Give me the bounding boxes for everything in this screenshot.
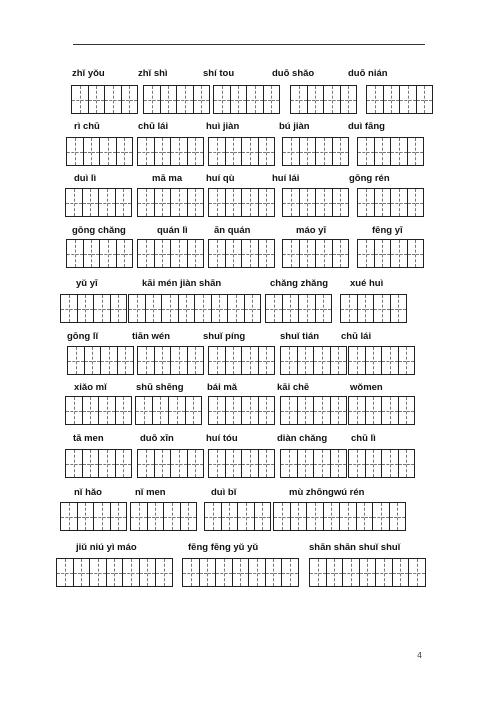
writing-cell[interactable]	[187, 239, 205, 268]
writing-cell[interactable]	[98, 188, 116, 217]
writing-grid	[357, 137, 424, 166]
writing-cell[interactable]	[241, 188, 259, 217]
writing-cell[interactable]	[135, 396, 153, 425]
writing-cell[interactable]	[98, 396, 116, 425]
writing-cell[interactable]	[208, 239, 226, 268]
writing-cell[interactable]	[65, 396, 83, 425]
writing-cell[interactable]	[122, 558, 140, 587]
writing-cell[interactable]	[299, 239, 317, 268]
writing-cell[interactable]	[115, 449, 133, 478]
pinyin-label: duō xīn	[140, 433, 174, 444]
writing-cell[interactable]	[121, 85, 139, 114]
writing-cell[interactable]	[160, 85, 178, 114]
writing-cell[interactable]	[315, 239, 333, 268]
writing-cell[interactable]	[297, 396, 315, 425]
writing-cell[interactable]	[225, 188, 243, 217]
writing-grid	[282, 137, 349, 166]
writing-cell[interactable]	[258, 188, 276, 217]
writing-grid	[143, 85, 210, 114]
pinyin-label: huí lái	[272, 173, 300, 184]
writing-cell[interactable]	[176, 85, 194, 114]
writing-cell[interactable]	[104, 85, 122, 114]
writing-cell[interactable]	[116, 137, 134, 166]
writing-cell[interactable]	[390, 188, 408, 217]
pinyin-label: chū lái	[341, 331, 372, 342]
writing-cell[interactable]	[241, 449, 259, 478]
writing-cell[interactable]	[83, 137, 101, 166]
writing-grid	[60, 294, 127, 323]
writing-cell[interactable]	[290, 85, 308, 114]
writing-grid	[366, 85, 433, 114]
writing-cell[interactable]	[297, 449, 315, 478]
writing-cell[interactable]	[282, 294, 300, 323]
writing-cell[interactable]	[281, 558, 299, 587]
writing-cell[interactable]	[227, 294, 245, 323]
pinyin-label: kāi mén jiàn shān	[142, 278, 222, 289]
writing-cell[interactable]	[372, 502, 390, 531]
pinyin-label: mā ma	[152, 173, 183, 184]
writing-cell[interactable]	[398, 396, 416, 425]
writing-cell[interactable]	[297, 346, 315, 375]
pinyin-label: xiǎo mǐ	[74, 382, 107, 393]
writing-cell[interactable]	[381, 449, 399, 478]
writing-cell[interactable]	[332, 239, 350, 268]
writing-cell[interactable]	[357, 188, 375, 217]
writing-cell[interactable]	[282, 137, 300, 166]
writing-cell[interactable]	[116, 239, 134, 268]
writing-cell[interactable]	[187, 188, 205, 217]
top-divider	[73, 44, 425, 45]
writing-cell[interactable]	[330, 449, 348, 478]
writing-grid	[137, 239, 204, 268]
writing-cell[interactable]	[332, 137, 350, 166]
writing-cell[interactable]	[241, 346, 259, 375]
writing-cell[interactable]	[241, 396, 259, 425]
writing-cell[interactable]	[187, 137, 205, 166]
writing-cell[interactable]	[365, 449, 383, 478]
writing-cell[interactable]	[208, 188, 226, 217]
writing-grid	[60, 502, 127, 531]
pinyin-label: yǔ yī	[76, 278, 98, 289]
writing-cell[interactable]	[299, 188, 317, 217]
writing-cell[interactable]	[194, 294, 212, 323]
writing-cell[interactable]	[323, 85, 341, 114]
writing-grid	[67, 346, 134, 375]
pinyin-label: tā men	[73, 433, 104, 444]
writing-cell[interactable]	[193, 85, 211, 114]
writing-cell[interactable]	[88, 85, 106, 114]
writing-cell[interactable]	[258, 137, 276, 166]
writing-cell[interactable]	[373, 294, 391, 323]
pinyin-label: chū lì	[351, 433, 376, 444]
writing-cell[interactable]	[357, 294, 375, 323]
writing-cell[interactable]	[398, 449, 416, 478]
pinyin-label: fēng fēng yǔ yǔ	[188, 542, 259, 553]
writing-grid	[130, 502, 197, 531]
writing-cell[interactable]	[365, 396, 383, 425]
pinyin-label: duì bǐ	[211, 487, 237, 498]
pinyin-label: bái mǎ	[207, 382, 238, 393]
writing-cell[interactable]	[359, 558, 377, 587]
writing-cell[interactable]	[356, 502, 374, 531]
writing-cell[interactable]	[416, 85, 434, 114]
pinyin-label: shí tou	[203, 68, 235, 79]
writing-grid	[65, 396, 132, 425]
writing-cell[interactable]	[84, 346, 102, 375]
writing-cell[interactable]	[152, 396, 170, 425]
pinyin-label: jiǔ niú yì máo	[76, 542, 137, 553]
writing-grid	[340, 294, 407, 323]
writing-cell[interactable]	[73, 558, 91, 587]
writing-grid	[265, 294, 332, 323]
writing-cell[interactable]	[154, 137, 172, 166]
writing-cell[interactable]	[246, 85, 264, 114]
pinyin-label: nǐ hǎo	[74, 487, 102, 498]
pinyin-label: nǐ men	[135, 487, 166, 498]
writing-cell[interactable]	[298, 294, 316, 323]
writing-cell[interactable]	[208, 396, 226, 425]
writing-cell[interactable]	[221, 502, 239, 531]
writing-cell[interactable]	[330, 346, 348, 375]
writing-cell[interactable]	[225, 396, 243, 425]
writing-grid	[204, 502, 271, 531]
writing-cell[interactable]	[390, 294, 408, 323]
writing-cell[interactable]	[313, 346, 331, 375]
writing-grid	[56, 558, 173, 587]
writing-cell[interactable]	[365, 346, 383, 375]
writing-grid	[208, 396, 275, 425]
writing-cell[interactable]	[339, 502, 357, 531]
writing-cell[interactable]	[93, 502, 111, 531]
writing-cell[interactable]	[67, 346, 85, 375]
writing-cell[interactable]	[381, 346, 399, 375]
writing-cell[interactable]	[237, 502, 255, 531]
writing-cell[interactable]	[225, 449, 243, 478]
writing-cell[interactable]	[99, 137, 117, 166]
writing-cell[interactable]	[332, 188, 350, 217]
writing-cell[interactable]	[313, 449, 331, 478]
writing-cell[interactable]	[280, 346, 298, 375]
writing-cell[interactable]	[66, 137, 84, 166]
writing-cell[interactable]	[248, 558, 266, 587]
writing-cell[interactable]	[299, 137, 317, 166]
pinyin-label: huí tóu	[206, 433, 238, 444]
writing-cell[interactable]	[83, 239, 101, 268]
writing-grid	[208, 188, 275, 217]
writing-cell[interactable]	[155, 558, 173, 587]
writing-grid	[65, 188, 132, 217]
pinyin-label: shū shēng	[136, 382, 184, 393]
pinyin-label: shuǐ tián	[280, 331, 320, 342]
writing-cell[interactable]	[154, 449, 172, 478]
writing-cell[interactable]	[265, 558, 283, 587]
writing-cell[interactable]	[313, 396, 331, 425]
pinyin-label: mù zhōngwú rén	[289, 487, 365, 498]
writing-cell[interactable]	[110, 502, 128, 531]
writing-cell[interactable]	[137, 449, 155, 478]
writing-cell[interactable]	[137, 137, 155, 166]
page-number: 4	[417, 651, 423, 660]
writing-cell[interactable]	[71, 85, 89, 114]
writing-grid	[137, 188, 204, 217]
pinyin-label: huí qù	[206, 173, 235, 184]
writing-cell[interactable]	[185, 396, 203, 425]
writing-cell[interactable]	[357, 239, 375, 268]
writing-grid	[309, 558, 426, 587]
writing-cell[interactable]	[315, 188, 333, 217]
writing-cell[interactable]	[187, 449, 205, 478]
writing-cell[interactable]	[315, 294, 333, 323]
writing-cell[interactable]	[232, 558, 250, 587]
writing-grid	[273, 502, 406, 531]
writing-grid	[280, 396, 347, 425]
writing-grid	[357, 239, 424, 268]
writing-cell[interactable]	[147, 502, 165, 531]
writing-cell[interactable]	[98, 449, 116, 478]
writing-grid	[348, 346, 415, 375]
writing-cell[interactable]	[258, 449, 276, 478]
writing-cell[interactable]	[170, 346, 188, 375]
writing-cell[interactable]	[280, 396, 298, 425]
writing-cell[interactable]	[56, 558, 74, 587]
writing-grid	[71, 85, 138, 114]
pinyin-label: duì lì	[74, 173, 97, 184]
pinyin-label: zhǐ yǒu	[72, 68, 105, 79]
writing-cell[interactable]	[323, 502, 341, 531]
writing-cell[interactable]	[143, 85, 161, 114]
pinyin-label: rì chū	[74, 121, 100, 132]
pinyin-label: tiān wén	[132, 331, 171, 342]
writing-cell[interactable]	[154, 346, 172, 375]
pinyin-label: quán lì	[157, 225, 188, 236]
writing-cell[interactable]	[348, 346, 366, 375]
writing-cell[interactable]	[65, 449, 83, 478]
writing-cell[interactable]	[178, 294, 196, 323]
pinyin-label: zhǐ shì	[138, 68, 168, 79]
writing-grid	[135, 396, 202, 425]
writing-grid	[213, 85, 280, 114]
writing-cell[interactable]	[115, 396, 133, 425]
writing-cell[interactable]	[225, 239, 243, 268]
writing-cell[interactable]	[265, 294, 283, 323]
writing-cell[interactable]	[408, 558, 426, 587]
writing-grid	[282, 239, 349, 268]
pinyin-label: gōng chǎng	[72, 225, 126, 236]
writing-cell[interactable]	[154, 188, 172, 217]
pinyin-label: chū lái	[138, 121, 169, 132]
writing-cell[interactable]	[66, 239, 84, 268]
writing-cell[interactable]	[89, 558, 107, 587]
writing-cell[interactable]	[60, 502, 78, 531]
writing-grid	[182, 558, 299, 587]
pinyin-label: gōng lǐ	[67, 331, 99, 342]
writing-cell[interactable]	[280, 449, 298, 478]
writing-cell[interactable]	[208, 137, 226, 166]
writing-cell[interactable]	[170, 188, 188, 217]
writing-grid	[208, 346, 275, 375]
writing-cell[interactable]	[82, 449, 100, 478]
pinyin-label: ān quán	[214, 225, 251, 236]
writing-cell[interactable]	[117, 346, 135, 375]
pinyin-label: chǎng zhǎng	[270, 278, 329, 289]
writing-cell[interactable]	[77, 502, 95, 531]
writing-cell[interactable]	[170, 449, 188, 478]
writing-cell[interactable]	[137, 239, 155, 268]
writing-cell[interactable]	[263, 85, 281, 114]
pinyin-label: diàn chǎng	[277, 433, 328, 444]
writing-cell[interactable]	[383, 85, 401, 114]
writing-cell[interactable]	[390, 137, 408, 166]
writing-grid	[128, 294, 261, 323]
writing-cell[interactable]	[77, 294, 95, 323]
writing-cell[interactable]	[273, 502, 291, 531]
writing-cell[interactable]	[168, 396, 186, 425]
writing-cell[interactable]	[204, 502, 222, 531]
writing-cell[interactable]	[106, 558, 124, 587]
writing-cell[interactable]	[130, 502, 148, 531]
writing-cell[interactable]	[357, 137, 375, 166]
writing-cell[interactable]	[199, 558, 217, 587]
writing-cell[interactable]	[389, 502, 407, 531]
writing-cell[interactable]	[290, 502, 308, 531]
writing-cell[interactable]	[399, 85, 417, 114]
writing-cell[interactable]	[340, 294, 358, 323]
writing-cell[interactable]	[110, 294, 128, 323]
writing-cell[interactable]	[145, 294, 163, 323]
pinyin-label: duō nián	[348, 68, 388, 79]
writing-cell[interactable]	[60, 294, 78, 323]
writing-cell[interactable]	[348, 449, 366, 478]
writing-cell[interactable]	[82, 396, 100, 425]
writing-cell[interactable]	[170, 239, 188, 268]
pinyin-label: xué huì	[350, 278, 384, 289]
writing-cell[interactable]	[211, 294, 229, 323]
writing-grid	[280, 449, 347, 478]
pinyin-label: máo yī	[296, 225, 327, 236]
writing-grid	[65, 449, 132, 478]
writing-cell[interactable]	[208, 449, 226, 478]
writing-cell[interactable]	[82, 188, 100, 217]
writing-cell[interactable]	[65, 188, 83, 217]
writing-cell[interactable]	[306, 502, 324, 531]
writing-cell[interactable]	[187, 346, 205, 375]
writing-cell[interactable]	[241, 239, 259, 268]
pinyin-label: fēng yī	[372, 225, 403, 236]
writing-cell[interactable]	[182, 558, 200, 587]
writing-cell[interactable]	[170, 137, 188, 166]
writing-cell[interactable]	[99, 239, 117, 268]
writing-cell[interactable]	[307, 85, 325, 114]
writing-grid	[208, 137, 275, 166]
writing-cell[interactable]	[241, 137, 259, 166]
writing-grid	[137, 346, 204, 375]
writing-cell[interactable]	[340, 85, 358, 114]
writing-cell[interactable]	[326, 558, 344, 587]
writing-cell[interactable]	[309, 558, 327, 587]
writing-cell[interactable]	[366, 85, 384, 114]
writing-cell[interactable]	[225, 137, 243, 166]
writing-cell[interactable]	[100, 346, 118, 375]
writing-grid	[357, 188, 424, 217]
pinyin-label: duì fāng	[348, 121, 385, 132]
writing-cell[interactable]	[381, 396, 399, 425]
writing-cell[interactable]	[374, 188, 392, 217]
writing-cell[interactable]	[375, 558, 393, 587]
writing-cell[interactable]	[282, 239, 300, 268]
writing-cell[interactable]	[137, 346, 155, 375]
writing-cell[interactable]	[137, 188, 155, 217]
writing-cell[interactable]	[374, 239, 392, 268]
writing-cell[interactable]	[93, 294, 111, 323]
writing-cell[interactable]	[225, 346, 243, 375]
writing-grid	[348, 449, 415, 478]
writing-cell[interactable]	[213, 85, 231, 114]
writing-cell[interactable]	[115, 188, 133, 217]
pinyin-label: shān shān shuǐ shuǐ	[309, 542, 401, 553]
writing-cell[interactable]	[374, 137, 392, 166]
writing-cell[interactable]	[154, 239, 172, 268]
pinyin-label: huì jiàn	[206, 121, 240, 132]
writing-cell[interactable]	[330, 396, 348, 425]
writing-cell[interactable]	[407, 239, 425, 268]
pinyin-label: gōng rén	[349, 173, 390, 184]
writing-cell[interactable]	[282, 188, 300, 217]
writing-cell[interactable]	[348, 396, 366, 425]
writing-grid	[66, 137, 133, 166]
writing-grid	[290, 85, 357, 114]
writing-grid	[282, 188, 349, 217]
writing-cell[interactable]	[128, 294, 146, 323]
pinyin-label: duō shǎo	[272, 68, 315, 79]
writing-grid	[208, 239, 275, 268]
writing-grid	[137, 449, 204, 478]
writing-cell[interactable]	[254, 502, 272, 531]
writing-cell[interactable]	[163, 502, 181, 531]
pinyin-label: shuǐ píng	[203, 331, 246, 342]
pinyin-label: wǒmen	[350, 382, 383, 393]
writing-cell[interactable]	[407, 137, 425, 166]
writing-cell[interactable]	[315, 137, 333, 166]
writing-grid	[280, 346, 347, 375]
writing-cell[interactable]	[180, 502, 198, 531]
writing-cell[interactable]	[161, 294, 179, 323]
writing-cell[interactable]	[230, 85, 248, 114]
writing-cell[interactable]	[407, 188, 425, 217]
pinyin-label: bú jiàn	[279, 121, 310, 132]
writing-cell[interactable]	[244, 294, 262, 323]
writing-cell[interactable]	[258, 346, 276, 375]
writing-cell[interactable]	[139, 558, 157, 587]
writing-cell[interactable]	[215, 558, 233, 587]
writing-grid	[137, 137, 204, 166]
writing-grid	[348, 396, 415, 425]
writing-cell[interactable]	[258, 396, 276, 425]
writing-cell[interactable]	[342, 558, 360, 587]
pinyin-label: kāi chē	[277, 382, 310, 393]
writing-cell[interactable]	[390, 239, 408, 268]
writing-cell[interactable]	[392, 558, 410, 587]
writing-grid	[208, 449, 275, 478]
writing-grid	[66, 239, 133, 268]
writing-cell[interactable]	[258, 239, 276, 268]
writing-cell[interactable]	[398, 346, 416, 375]
writing-cell[interactable]	[208, 346, 226, 375]
